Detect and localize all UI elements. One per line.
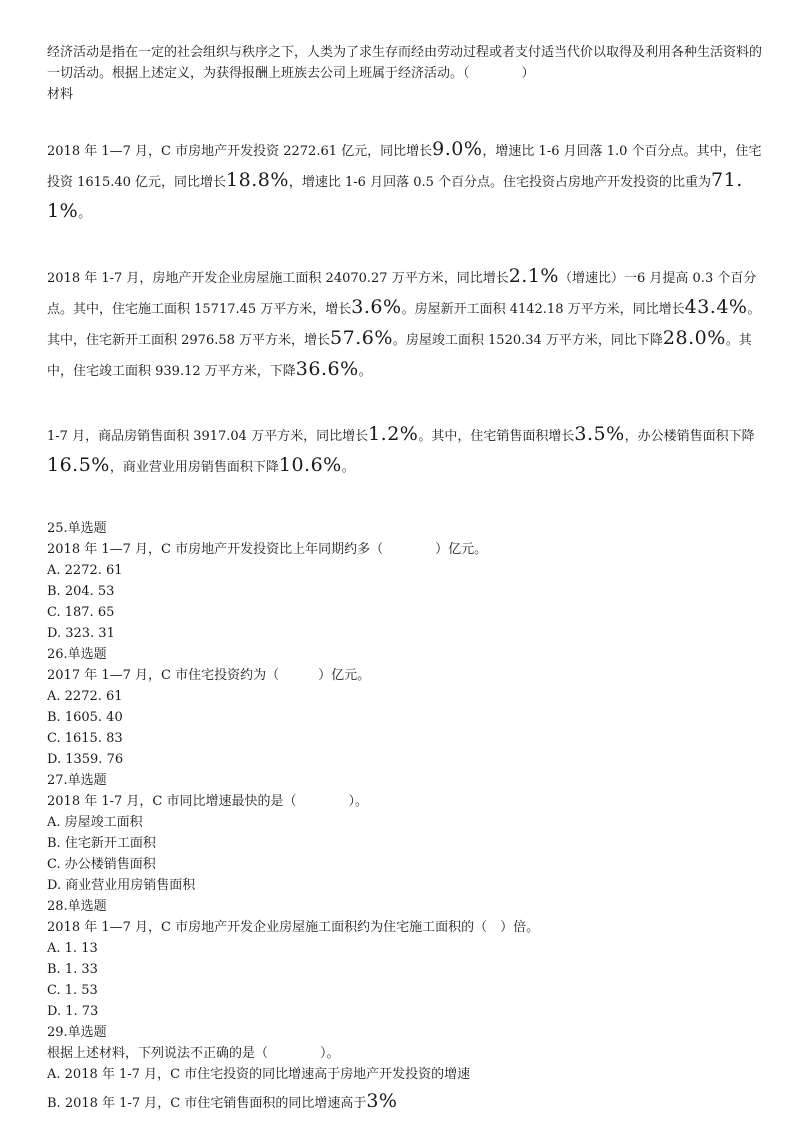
material-paragraph-1: 2018 年 1—7 月，C 市房地产开发投资 2272.61 亿元，同比增长9.0%，增速比 1-6 月回落 1.0 个百分点。其中，住宅投资 1615.40 亿元，同比增长18.8%，增速比 1-6 月回落 0.5 个百分点。住宅投资占房地产开发投资的比重为71.1%。	[47, 138, 762, 222]
option-a[interactable]: A. 2018 年 1-7 月，C 市住宅投资的同比增速高于房地产开发投资的增速	[47, 1067, 471, 1082]
percent-value: 43.4%	[684, 296, 748, 318]
percent-value: 57.6%	[330, 327, 393, 349]
option-b[interactable]: B. 住宅新开工面积	[47, 836, 156, 851]
question-stem: 2017 年 1—7 月，C 市住宅投资约为（ ）亿元。	[47, 668, 371, 683]
percent-value: 36.6%	[295, 358, 359, 380]
question-number: 25.单选题	[47, 521, 107, 536]
option-a[interactable]: A. 房屋竣工面积	[47, 815, 143, 830]
document-page	[47, 42, 762, 1114]
percent-value: 1.2%	[368, 423, 419, 445]
question-stem: 2018 年 1—7 月，C 市房地产开发企业房屋施工面积约为住宅施工面积的（ ）倍。	[47, 920, 540, 935]
option-a[interactable]: A. 2272. 61	[47, 689, 123, 704]
material-label: 材料	[47, 87, 74, 102]
option-d[interactable]: D. 323. 31	[47, 626, 115, 641]
option-c[interactable]: C. 1. 53	[47, 983, 98, 998]
option-b[interactable]: B. 204. 53	[47, 584, 115, 599]
option-d[interactable]: D. 商业营业用房销售面积	[47, 878, 196, 893]
material-paragraph-2: 2018 年 1-7 月，房地产开发企业房屋施工面积 24070.27 万平方米，同比增长2.1%（增速比）一6 月提高 0.3 个百分点。其中，住宅施工面积 15717.45 万平方米，增长3.6%。房屋新开工面积 4142.18 万平方米，同比增长43.4%。其中，住宅新开工面积 2976.58 万平方米，增长57.6%。房屋竣工面积 1520.34 万平方米，同比下降28.0%。其中，住宅竣工面积 939.12 万平方米，下降36.6%。	[47, 265, 761, 380]
question-list	[47, 518, 762, 1114]
question-number: 29.单选题	[47, 1025, 107, 1040]
option-c[interactable]: C. 1615. 83	[47, 731, 123, 746]
percent-value: 18.8%	[226, 169, 289, 191]
option-b[interactable]: B. 1. 33	[47, 962, 98, 977]
option-c[interactable]: C. 办公楼销售面积	[47, 857, 156, 872]
question-number: 28.单选题	[47, 899, 107, 914]
percent-value: 71.1%	[47, 169, 743, 222]
question-stem: 根据上述材料，下列说法不正确的是（ ）。	[47, 1046, 340, 1061]
percent-value: 10.6%	[278, 454, 342, 476]
percent-value: 3%	[366, 1090, 398, 1112]
question-number: 27.单选题	[47, 773, 107, 788]
percent-value: 2.1%	[508, 265, 559, 287]
option-d[interactable]: D. 1359. 76	[47, 752, 124, 767]
question-number: 26.单选题	[47, 647, 107, 662]
question-stem: 2018 年 1-7 月，C 市同比增速最快的是（ ）。	[47, 794, 368, 809]
option-a[interactable]: A. 1. 13	[47, 941, 98, 956]
option-b[interactable]: B. 1605. 40	[47, 710, 123, 725]
percent-value: 28.0%	[662, 327, 726, 349]
intro-question: 经济活动是指在一定的社会组织与秩序之下，人类为了求生存而经由劳动过程或者支付适当代价以取得及利用各种生活资料的一切活动。根据上述定义，为获得报酬上班族去公司上班属于经济活动。（ ）	[47, 45, 763, 81]
percent-value: 16.5%	[47, 454, 110, 476]
percent-value: 3.5%	[574, 423, 625, 445]
percent-value: 3.6%	[351, 296, 402, 318]
option-c[interactable]: C. 187. 65	[47, 605, 115, 620]
material-paragraph-3: 1-7 月，商品房销售面积 3917.04 万平方米，同比增长1.2%。其中，住宅销售面积增长3.5%，办公楼销售面积下降16.5%，商业营业用房销售面积下降10.6%。	[47, 423, 755, 476]
percent-value: 9.0%	[432, 138, 483, 160]
option-b[interactable]: B. 2018 年 1-7 月，C 市住宅销售面积的同比增速高于3%	[47, 1090, 398, 1112]
option-a[interactable]: A. 2272. 61	[47, 563, 123, 578]
option-d[interactable]: D. 1. 73	[47, 1004, 99, 1019]
question-stem: 2018 年 1—7 月，C 市房地产开发投资比上年同期约多（ ）亿元。	[47, 542, 488, 557]
